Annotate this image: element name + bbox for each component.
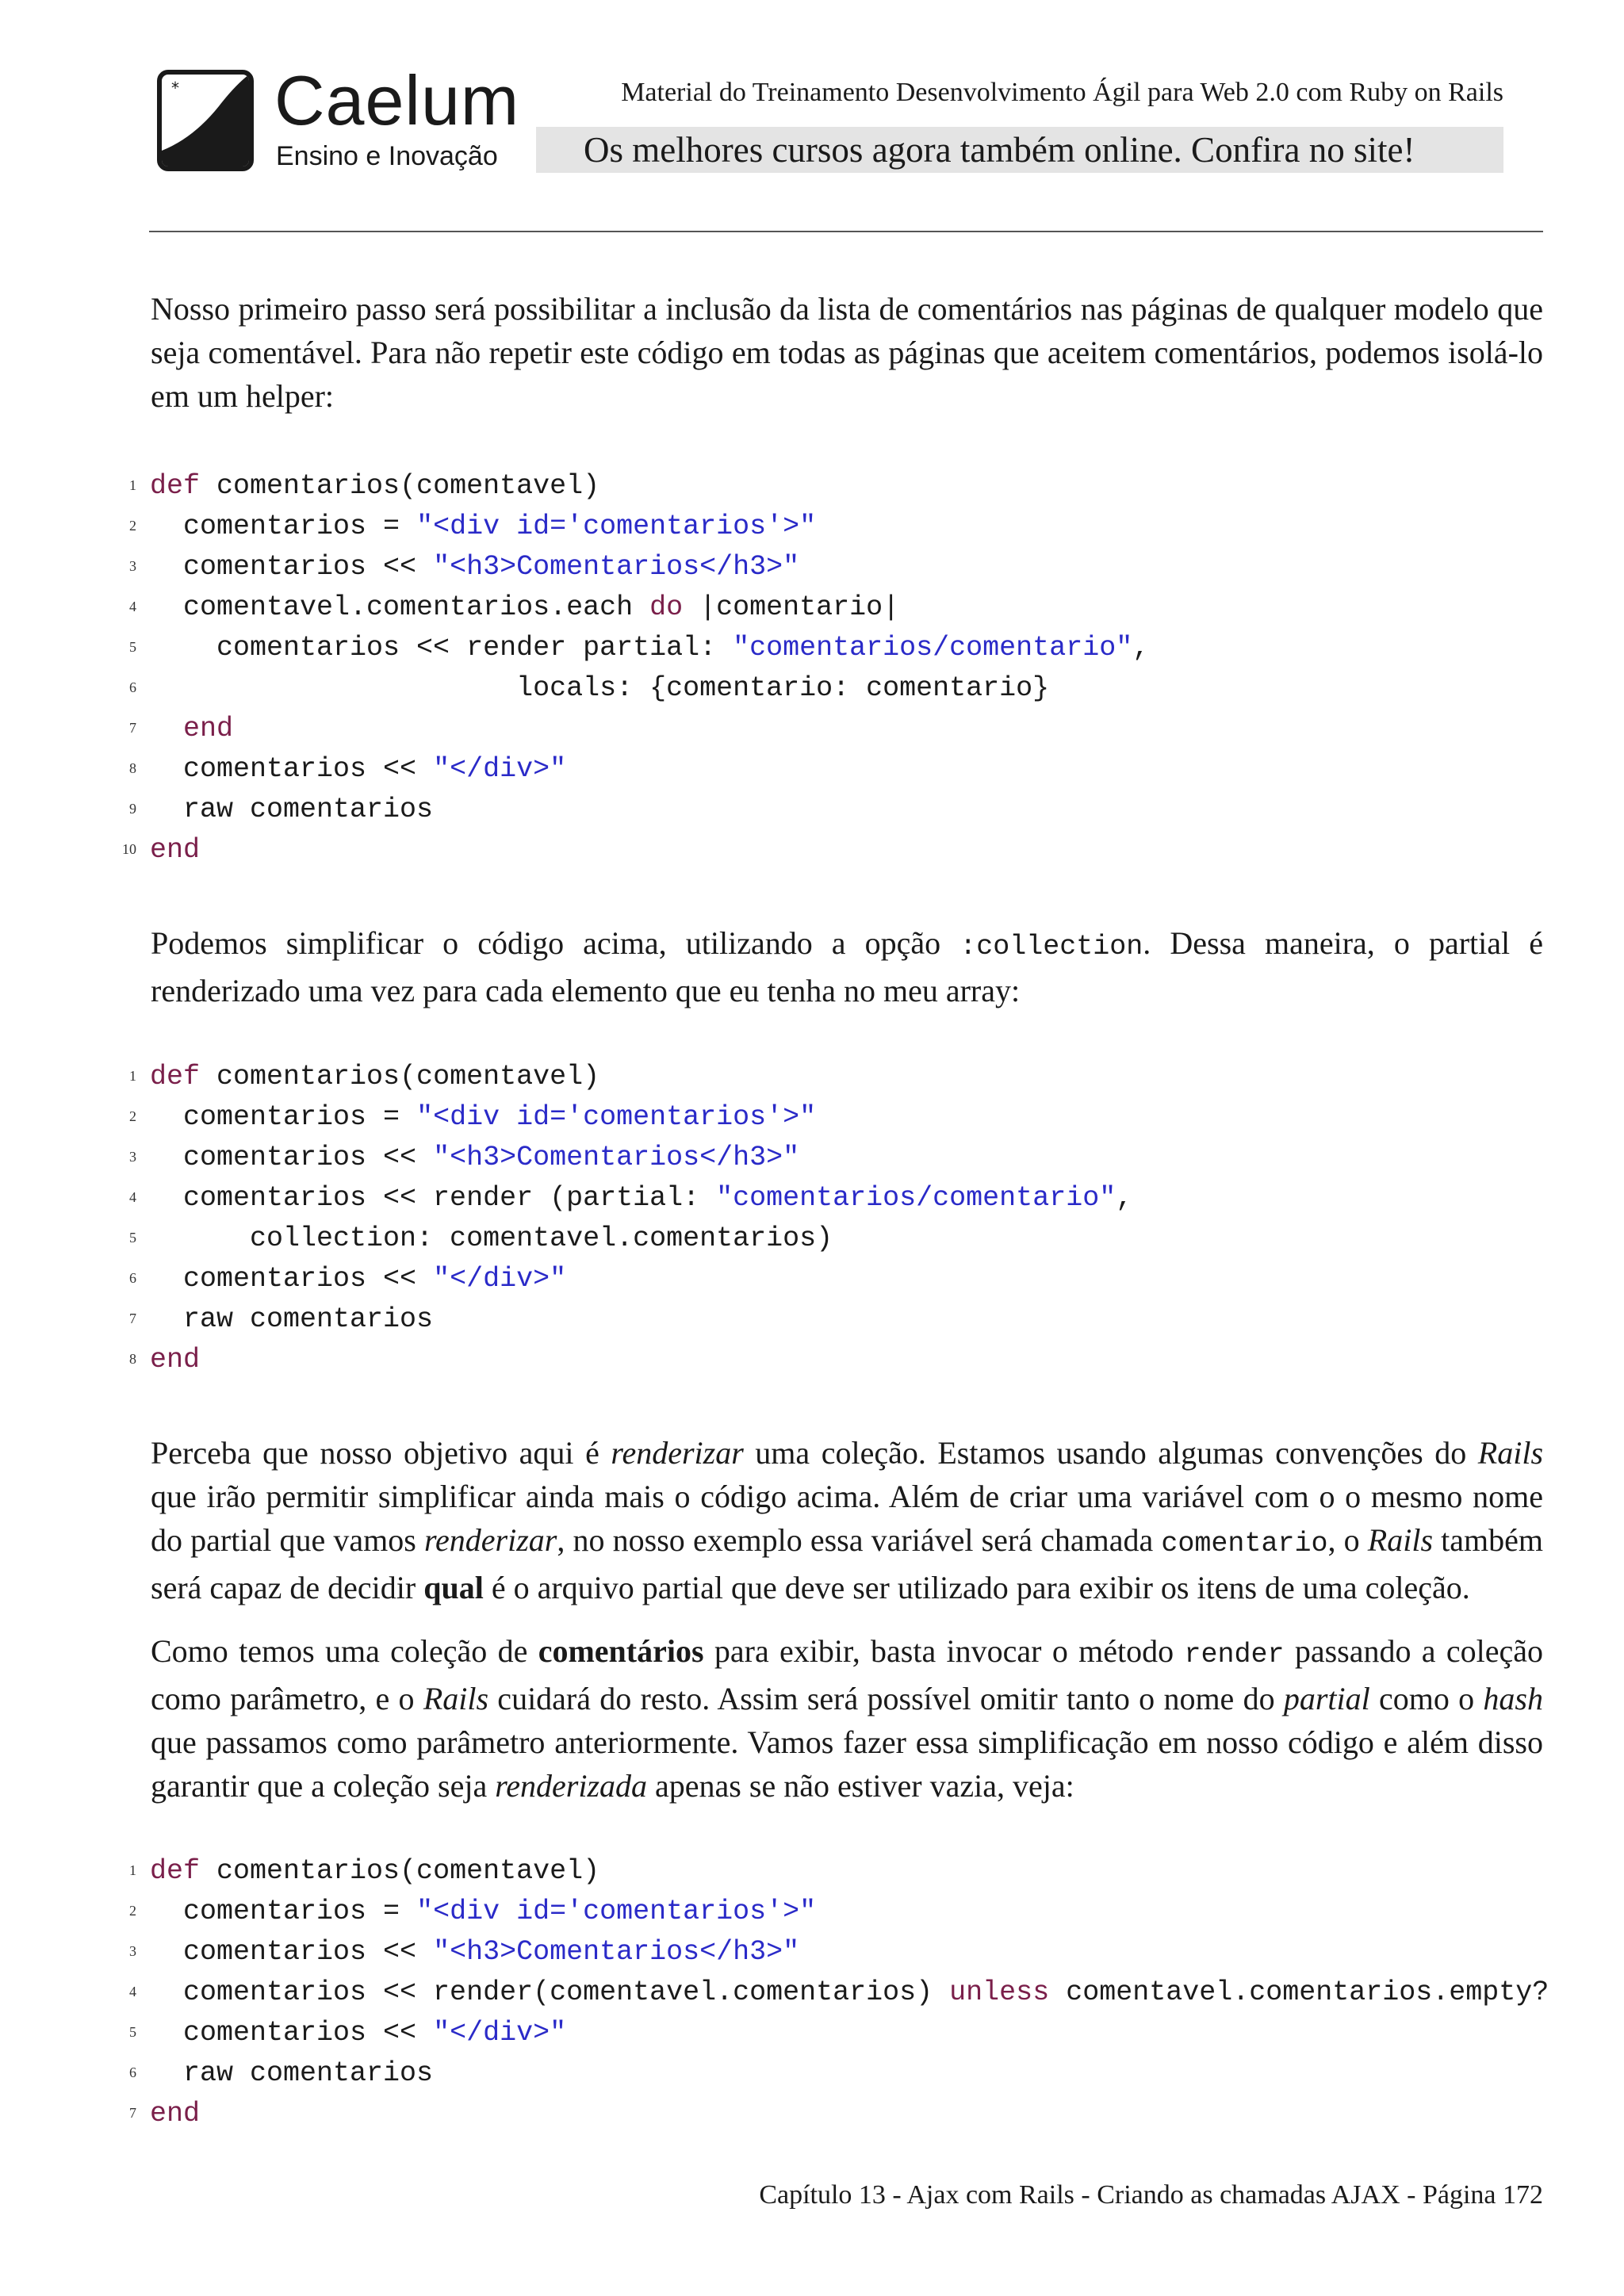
code-line (0, 1057, 1624, 1097)
code-line (0, 628, 1624, 668)
line-number: 7 (129, 1311, 136, 1326)
code-line (0, 830, 1624, 871)
code-line (0, 1178, 1624, 1219)
code-text: def comentarios(comentavel) (150, 1855, 600, 1887)
code-line (0, 709, 1624, 749)
code-text: comentarios << "<h3>Comentarios</h3>" (150, 551, 800, 583)
code-line (0, 547, 1624, 587)
code-text: def comentarios(comentavel) (150, 470, 600, 502)
code-text: end (150, 834, 201, 866)
header-banner: Os melhores cursos agora também online. Confira no site! (536, 127, 1503, 173)
code-line (0, 1138, 1624, 1178)
line-number: 5 (129, 1230, 136, 1246)
code-line (0, 1097, 1624, 1138)
code-line (0, 790, 1624, 830)
line-number: 4 (129, 1984, 136, 1999)
code-text: end (183, 713, 234, 744)
code-line (0, 1851, 1624, 1892)
line-number: 8 (129, 1351, 136, 1367)
line-number: 2 (129, 1108, 136, 1124)
line-number: 6 (129, 2064, 136, 2080)
line-number: 2 (129, 1903, 136, 1919)
code-line (0, 2013, 1624, 2053)
code-line (0, 1932, 1624, 1973)
line-number: 8 (129, 760, 136, 776)
code-text: end (150, 2098, 201, 2130)
paragraph-4: Como temos uma coleção de comentários para exibir, basta invocar o método render passando a coleção como parâmetro, e o Rails cuidará do resto. Assim será possível omitir tanto o nome do partial como o hash que passamos como parâmetro anteriormente. Vamos fazer essa simplificação em nosso código e além disso garantir que a coleção seja renderizada apenas se não estiver vazia, veja: (151, 1633, 1543, 1804)
line-number: 3 (129, 1149, 136, 1165)
code-text: comentarios << "<h3>Comentarios</h3>" (150, 1142, 800, 1173)
code-line (0, 668, 1624, 709)
code-line (0, 1973, 1624, 2013)
code-line (0, 1892, 1624, 1932)
line-number: 9 (129, 801, 136, 817)
code-text: comentavel.comentarios.each do |comentario| (150, 591, 900, 623)
line-number: 1 (129, 477, 136, 493)
line-number: 3 (129, 1943, 136, 1959)
code-text: collection: comentavel.comentarios) (150, 1223, 833, 1254)
line-number: 2 (129, 518, 136, 534)
code-line (0, 1259, 1624, 1299)
code-line (0, 1299, 1624, 1340)
inline-code: render (1184, 1639, 1285, 1670)
code-line (0, 749, 1624, 790)
code-text: raw comentarios (150, 2057, 434, 2089)
code-line (0, 2053, 1624, 2094)
code-text: raw comentarios (150, 794, 434, 825)
code-line (0, 1340, 1624, 1380)
line-number: 1 (129, 1068, 136, 1084)
code-line (0, 466, 1624, 507)
line-number: 10 (122, 841, 136, 857)
code-text: locals: {comentario: comentario} (150, 672, 1050, 704)
code-text: comentarios = "<div id='comentarios'>" (150, 1101, 817, 1133)
code-line (0, 507, 1624, 547)
code-line (0, 1219, 1624, 1259)
line-number: 7 (129, 2105, 136, 2121)
code-text: comentarios << "<h3>Comentarios</h3>" (150, 1936, 800, 1968)
logo-name: Caelum (274, 61, 520, 140)
line-number: 5 (129, 639, 136, 655)
code-text: comentarios = "<div id='comentarios'>" (150, 1896, 817, 1927)
code-text: end (150, 1344, 201, 1376)
page-footer: Capítulo 13 - Ajax com Rails - Criando as chamadas AJAX - Página 172 (759, 2180, 1543, 2210)
inline-code: comentario (1161, 1528, 1328, 1559)
code-text: comentarios = "<div id='comentarios'>" (150, 511, 817, 542)
code-text: comentarios << "</div>" (150, 753, 567, 785)
code-text: comentarios << render (partial: "comentarios/comentario", (150, 1182, 1133, 1214)
page-header (0, 0, 1624, 238)
logo-tagline: Ensino e Inovação (276, 141, 498, 171)
header-title: Material do Treinamento Desenvolvimento Ágil para Web 2.0 com Ruby on Rails (621, 78, 1503, 107)
code-line (0, 2094, 1624, 2134)
line-number: 6 (129, 1270, 136, 1286)
code-text: comentarios << render(comentavel.comentarios) unless comentavel.comentarios.empty? (150, 1976, 1549, 2008)
logo-mark-icon (157, 70, 254, 171)
line-number: 1 (129, 1862, 136, 1878)
code-text: comentarios << "</div>" (150, 2017, 567, 2049)
paragraph-3: Perceba que nosso objetivo aqui é renderizar uma coleção. Estamos usando algumas convenções do Rails que irão permitir simplificar ainda mais o código acima. Além de criar uma variável com o o mesmo nome do partial que vamos renderizar, no nosso exemplo essa variável será chamada comentario, o Rails também será capaz de decidir qual é o arquivo partial que deve ser utilizado para exibir os itens de uma coleção. (151, 1435, 1544, 1605)
line-number: 4 (129, 1189, 136, 1205)
code-text: comentarios << render partial: "comentarios/comentario", (150, 632, 1150, 664)
code-text: raw comentarios (150, 1303, 434, 1335)
line-number: 4 (129, 599, 136, 614)
code-line (0, 587, 1624, 628)
line-number: 3 (129, 558, 136, 574)
caelum-logo (157, 61, 520, 178)
line-number: 5 (129, 2024, 136, 2040)
line-number: 7 (129, 720, 136, 736)
line-number: 6 (129, 679, 136, 695)
code-text: comentarios << "</div>" (150, 1263, 567, 1295)
code-text: def comentarios(comentavel) (150, 1061, 600, 1093)
paragraph-1: Nosso primeiro passo será possibilitar a inclusão da lista de comentários nas páginas de qualquer modelo que seja comentável. Para não repetir este código em todas as páginas que aceitem comentários, podemos isolá-lo em um helper: (151, 291, 1543, 414)
svg-text:*: * (171, 78, 179, 98)
inline-code: :collection (959, 931, 1143, 962)
paragraph-2: Podemos simplificar o código acima, utilizando a opção :collection. Dessa maneira, o partial é renderizado uma vez para cada elemento que eu tenha no meu array: (151, 925, 1543, 1008)
header-divider (149, 231, 1543, 232)
